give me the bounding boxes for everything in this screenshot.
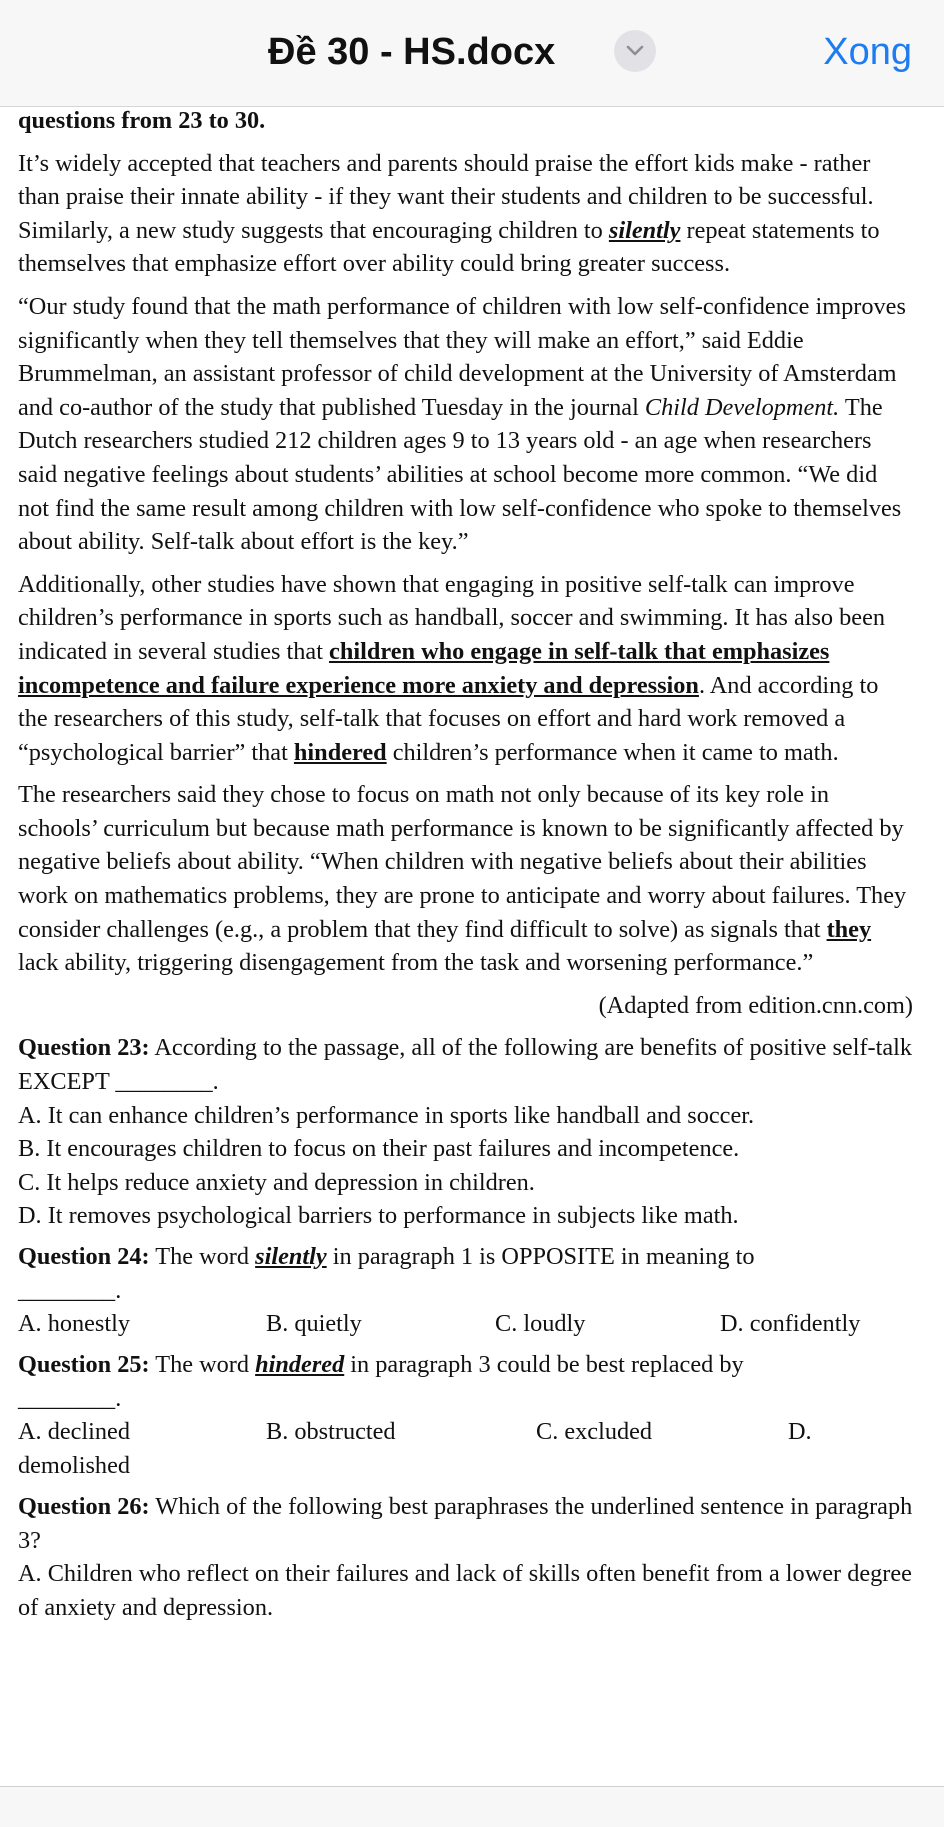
question-25: Question 25: The word hindered in paragraph 3 could be best replaced by [18,1351,744,1379]
paragraph-3: Additionally, other studies have shown that engaging in positive self-talk can improve children’s performance in sports such as handball, soccer and swimming. It has also been indicated in several studies that children who engage in self-talk that emphasizes incompetence and failure experience more anxiety and depression. And according to the researchers of this study, self-talk that focuses on effort and hard work removed a “psychological barrier” that hindered children’s performance when it came to math. [18,570,886,766]
answer-option-wrap: demolished [18,1452,131,1480]
answer-option: A. It can enhance children’s performance in sports like handball and soccer. [18,1101,755,1129]
journal-name: Child Development. [644,393,840,421]
answer-options-row [18,1415,913,1449]
paragraph-2: “Our study found that the math performance of children with low self-confidence improves significantly when they tell themselves that they will make an effort,” said Eddie Brummelman, an assistant professor of child development at the University of Amsterdam and co-author of the study that published Tuesday in the journal Child Development. The Dutch researchers studied 212 children ages 9 to 13 years old - an age when researchers said negative feelings about students’ abilities at school become more common. “We did not find the same result among children with low self-confidence who spoke to themselves about ability. Self-talk about effort is the key.” [18,292,906,556]
answer-option: D. It removes psychological barriers to performance in subjects like math. [18,1202,739,1230]
chevron-down-icon [625,43,645,59]
answer-option: B. obstructed [266,1418,396,1446]
answer-option: C. It helps reduce anxiety and depression in children. [18,1168,535,1196]
answer-option: A. Children who reflect on their failures and lack of skills often benefit from a lower degree of anxiety and depression. [18,1560,912,1621]
answer-options-row [18,1307,913,1341]
done-button[interactable]: Xong [823,31,912,73]
bottom-toolbar [0,1786,944,1827]
source-credit: (Adapted from edition.cnn.com) [598,991,913,1019]
answer-option: D. confidently [720,1310,861,1338]
question-label: Question 26: [18,1492,150,1520]
question-26: Question 26: Which of the following best paraphrases the underlined sentence in paragraph 3? [18,1492,913,1554]
answer-option: A. honestly [18,1310,131,1338]
answer-option: A. declined [18,1418,130,1446]
question-label: Question 24: [18,1243,150,1270]
question-label: Question 23: [18,1034,150,1062]
paragraph-4: The researchers said they chose to focus on math not only because of its key role in schools’ curriculum but because math performance is known to be significantly affected by negative beliefs about ability. “When children with negative beliefs about their abilities work on mathematics problems, they are prone to anticipate and worry about failures. They consider challenges (e.g., a problem that they find difficult to solve) as signals that they lack ability, triggering disengagement from the task and worsening performance.” [18,781,907,977]
document-page [18,104,913,1624]
intro-line: questions from 23 to 30. [18,107,266,134]
question-label: Question 25: [18,1351,150,1379]
underlined-sentence: children who engage in self-talk that emphasizes incompetence and failure experience more anxiety and depression [18,637,830,699]
underlined-word-they: they [826,915,872,943]
answer-blank: ________. [18,1384,122,1412]
underlined-word-hindered: hindered [293,738,387,766]
answer-option: B. It encourages children to focus on their past failures and incompetence. [18,1135,740,1163]
answer-option: D. [788,1418,812,1446]
underlined-word-silently: silently [608,216,681,244]
answer-blank: ________. [18,1276,122,1304]
answer-option: C. excluded [536,1418,653,1446]
title-menu-button[interactable] [614,30,656,72]
paragraph-1: It’s widely accepted that teachers and parents should praise the effort kids make - rather than praise their innate ability - if they want their students and children to be successful. Similarly, a new study suggests that encouraging children to silently repeat statements to themselves that emphasize effort over ability could bring greater success. [18,149,880,278]
document-title: Đề 30 - HS.docx [268,31,556,73]
question-23: Question 23: According to the passage, all of the following are benefits of positive self-talk EXCEPT ________. [18,1034,913,1096]
answer-option: C. loudly [495,1310,586,1338]
question-keyword: hindered [255,1351,345,1379]
question-24: Question 24: The word silently in paragraph 1 is OPPOSITE in meaning to [18,1243,755,1270]
question-keyword: silently [255,1243,327,1270]
top-toolbar [0,0,944,107]
answer-option: B. quietly [266,1310,362,1338]
